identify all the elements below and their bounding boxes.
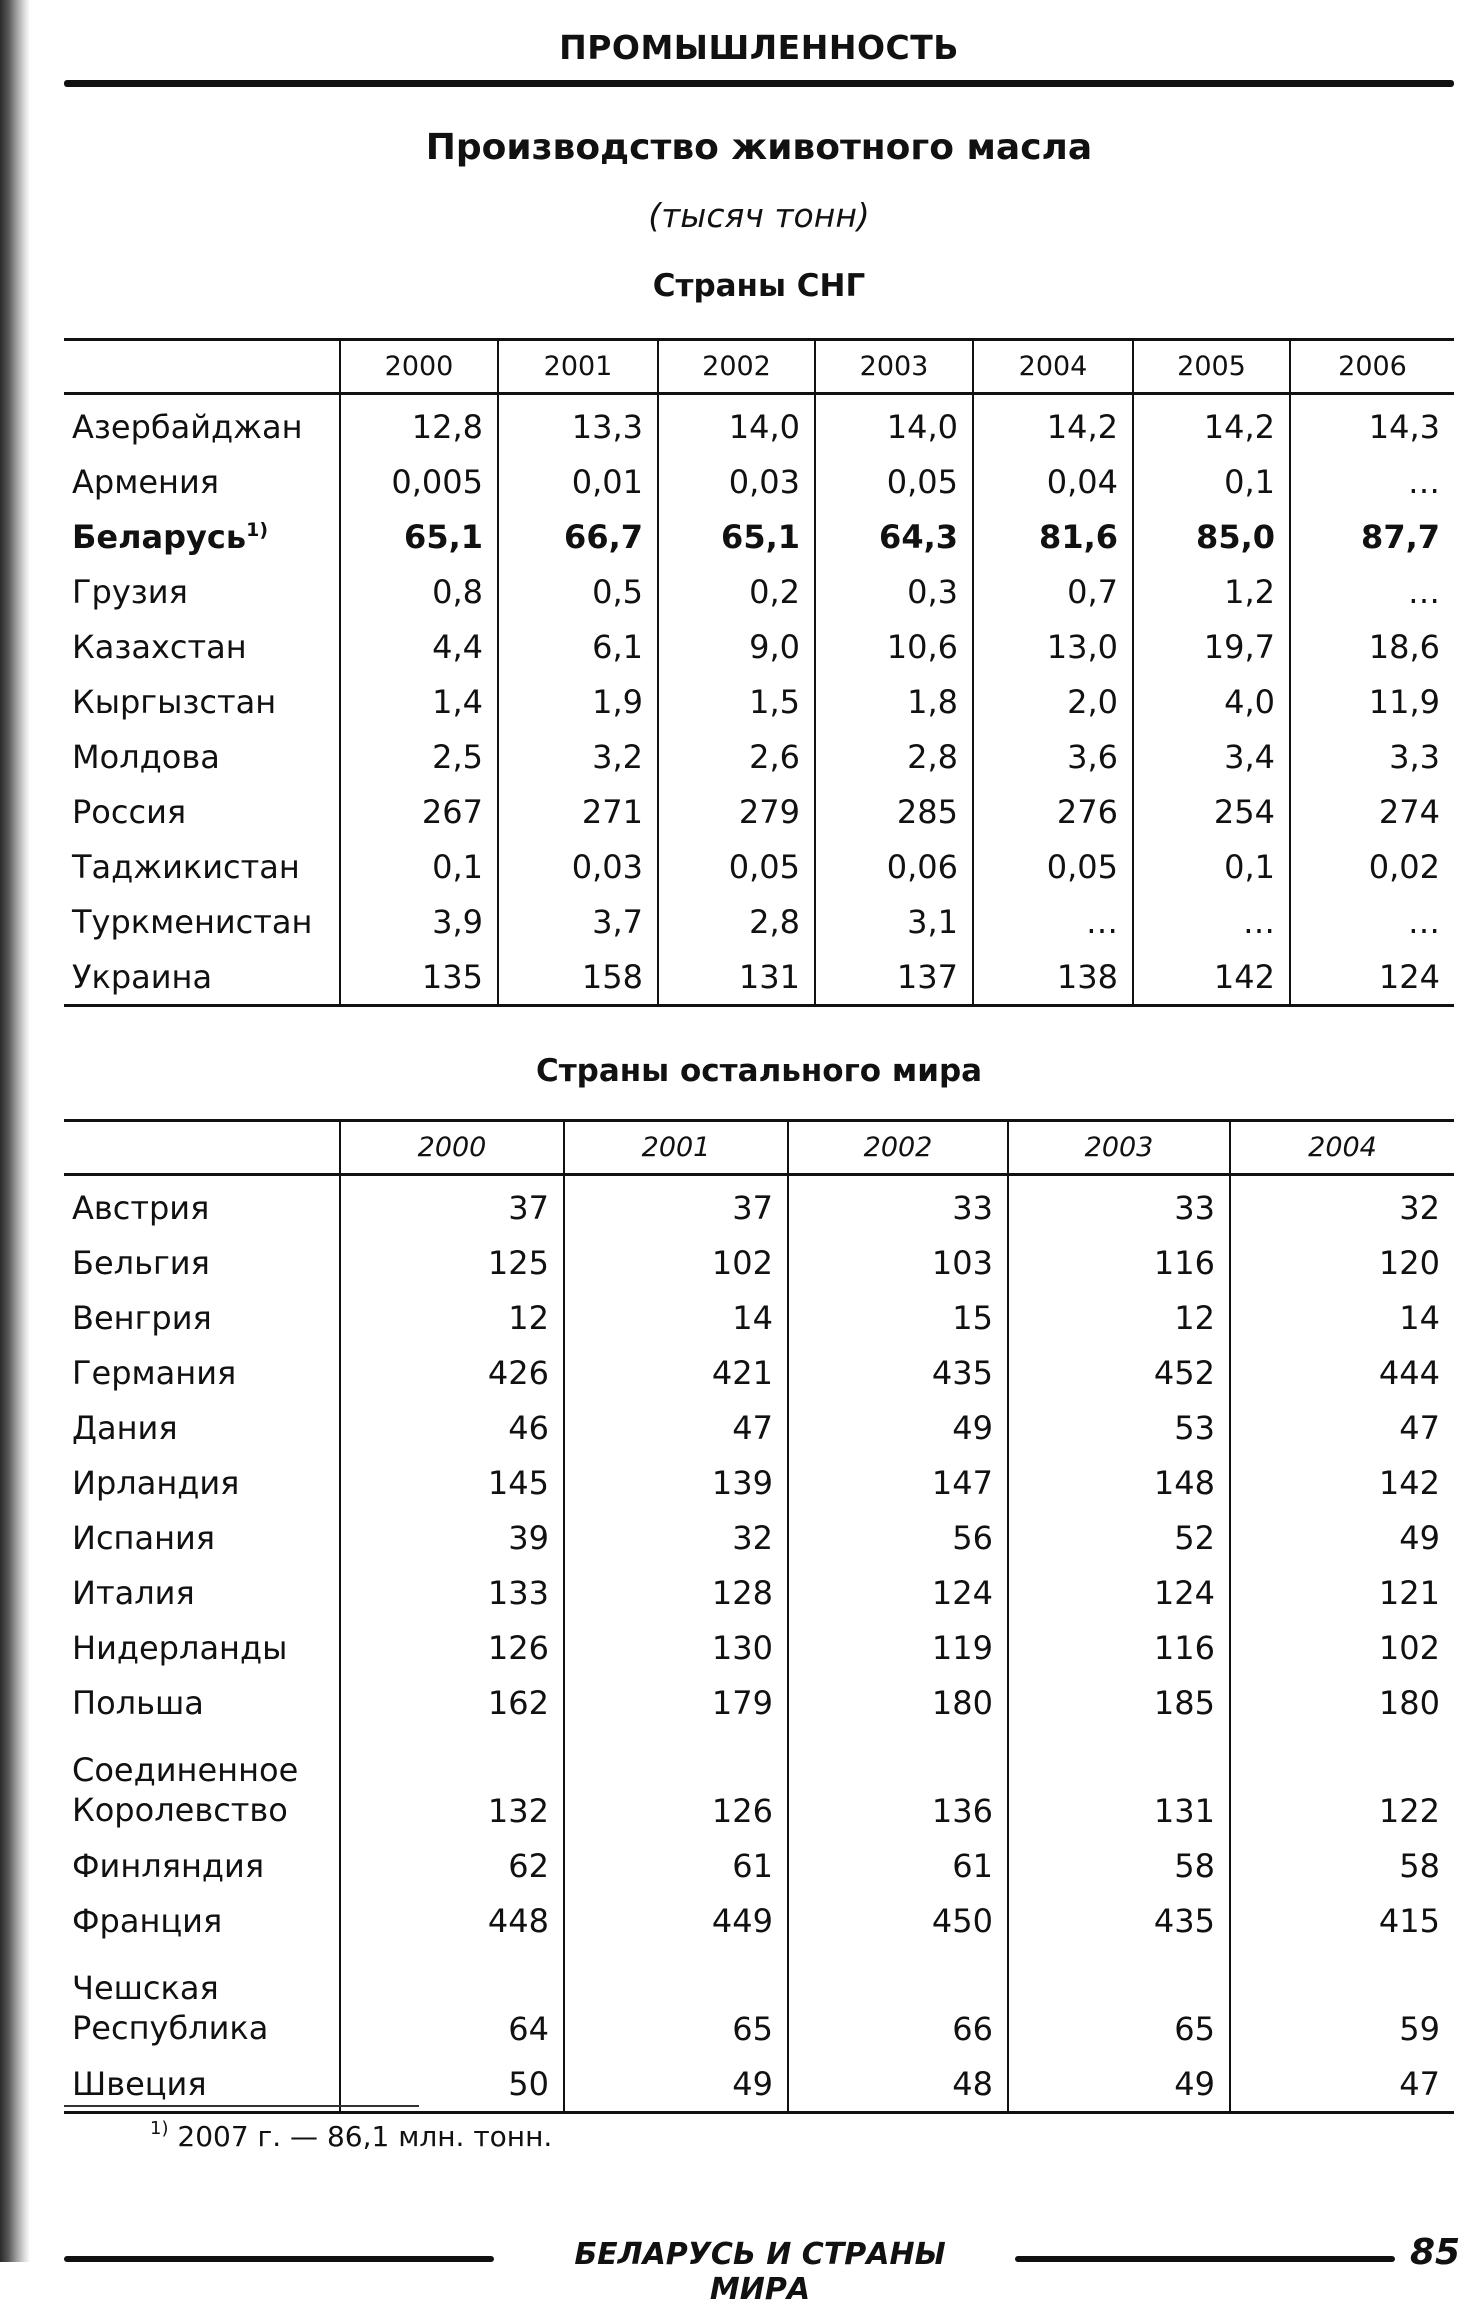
header-rule xyxy=(64,80,1454,87)
value-cell: 3,2 xyxy=(498,729,658,784)
value-cell: 12 xyxy=(340,1290,564,1345)
table-row xyxy=(64,729,1454,784)
value-cell: 133 xyxy=(340,1565,564,1620)
corner-cell xyxy=(64,340,340,394)
table-row xyxy=(64,949,1454,1006)
year-header: 2003 xyxy=(815,340,973,394)
value-cell: 0,03 xyxy=(498,839,658,894)
value-cell: 14 xyxy=(564,1290,788,1345)
value-cell: 10,6 xyxy=(815,619,973,674)
country-name-line: Соединенное xyxy=(72,1751,299,1789)
value-cell: 1,9 xyxy=(498,674,658,729)
book-spine-shadow xyxy=(0,0,30,2262)
value-cell: 59 xyxy=(1230,1948,1454,2056)
value-cell: 0,02 xyxy=(1290,839,1454,894)
value-cell: 62 xyxy=(340,1838,564,1893)
value-cell: 14,0 xyxy=(658,394,815,455)
value-cell: 142 xyxy=(1230,1455,1454,1510)
country-name xyxy=(64,1730,340,1838)
value-cell: 120 xyxy=(1230,1235,1454,1290)
country-name-text: Армения xyxy=(72,462,219,501)
table-row xyxy=(64,1175,1454,1236)
country-name xyxy=(64,1175,340,1236)
country-name-text: Россия xyxy=(72,792,187,831)
value-cell: 37 xyxy=(564,1175,788,1236)
value-cell: 64 xyxy=(340,1948,564,2056)
value-cell: 1,2 xyxy=(1133,564,1290,619)
value-cell: 122 xyxy=(1230,1730,1454,1838)
value-cell: 9,0 xyxy=(658,619,815,674)
country-name xyxy=(64,564,340,619)
table-row xyxy=(64,674,1454,729)
footnote-rule xyxy=(64,2105,419,2107)
table-row xyxy=(64,1730,1454,1838)
table-row xyxy=(64,1455,1454,1510)
value-cell: 53 xyxy=(1008,1400,1230,1455)
value-cell: 3,3 xyxy=(1290,729,1454,784)
value-cell: … xyxy=(973,894,1133,949)
value-cell: 180 xyxy=(788,1675,1008,1730)
value-cell: 18,6 xyxy=(1290,619,1454,674)
value-cell: 3,4 xyxy=(1133,729,1290,784)
value-cell: 3,6 xyxy=(973,729,1133,784)
value-cell: 0,1 xyxy=(340,839,498,894)
country-name-text: Ирландия xyxy=(72,1463,240,1502)
country-name-text: Таджикистан xyxy=(72,847,300,886)
value-cell: 0,03 xyxy=(658,454,815,509)
footnote-ref: 1) xyxy=(246,518,268,541)
value-cell: 81,6 xyxy=(973,509,1133,564)
value-cell: 124 xyxy=(1008,1565,1230,1620)
footnote-text: 2007 г. — 86,1 млн. тонн. xyxy=(177,2120,553,2153)
value-cell: 66 xyxy=(788,1948,1008,2056)
country-name-text: Испания xyxy=(72,1518,216,1557)
value-cell: 274 xyxy=(1290,784,1454,839)
world-table xyxy=(64,1119,1454,2114)
value-cell: 450 xyxy=(788,1893,1008,1948)
cis-table xyxy=(64,338,1454,1007)
table-row xyxy=(64,1510,1454,1565)
country-name-text: Туркменистан xyxy=(72,902,313,941)
value-cell: 85,0 xyxy=(1133,509,1290,564)
value-cell: 48 xyxy=(788,2056,1008,2113)
value-cell: 13,0 xyxy=(973,619,1133,674)
value-cell: 4,4 xyxy=(340,619,498,674)
value-cell: 52 xyxy=(1008,1510,1230,1565)
year-header: 2002 xyxy=(658,340,815,394)
value-cell: 116 xyxy=(1008,1620,1230,1675)
year-header: 2000 xyxy=(340,1121,564,1175)
value-cell: 49 xyxy=(1008,2056,1230,2113)
value-cell: 33 xyxy=(1008,1175,1230,1236)
value-cell: 131 xyxy=(658,949,815,1006)
value-cell: 130 xyxy=(564,1620,788,1675)
value-cell: 124 xyxy=(1290,949,1454,1006)
value-cell: 271 xyxy=(498,784,658,839)
country-name xyxy=(64,619,340,674)
table-row xyxy=(64,894,1454,949)
world-heading: Страны остального мира xyxy=(535,1053,983,1089)
value-cell: 426 xyxy=(340,1345,564,1400)
value-cell: 65,1 xyxy=(658,509,815,564)
value-cell: 19,7 xyxy=(1133,619,1290,674)
year-header: 2004 xyxy=(973,340,1133,394)
value-cell: 49 xyxy=(564,2056,788,2113)
value-cell: 254 xyxy=(1133,784,1290,839)
value-cell: 103 xyxy=(788,1235,1008,1290)
value-cell: 32 xyxy=(564,1510,788,1565)
value-cell: 435 xyxy=(788,1345,1008,1400)
value-cell: 47 xyxy=(564,1400,788,1455)
value-cell: 102 xyxy=(564,1235,788,1290)
value-cell: 64,3 xyxy=(815,509,973,564)
value-cell: 142 xyxy=(1133,949,1290,1006)
running-header: ПРОМЫШЛЕННОСТЬ xyxy=(559,28,959,67)
value-cell: 116 xyxy=(1008,1235,1230,1290)
country-name-text: Польша xyxy=(72,1683,204,1722)
value-cell: 135 xyxy=(340,949,498,1006)
country-name-text: Молдова xyxy=(72,737,220,776)
value-cell: 1,5 xyxy=(658,674,815,729)
country-name xyxy=(64,894,340,949)
value-cell: 1,8 xyxy=(815,674,973,729)
country-name xyxy=(64,949,340,1006)
value-cell: 14,2 xyxy=(1133,394,1290,455)
year-header: 2001 xyxy=(498,340,658,394)
country-name-text: Италия xyxy=(72,1573,195,1612)
page-number: 85 xyxy=(1410,2232,1461,2273)
value-cell: 61 xyxy=(788,1838,1008,1893)
country-name-text: Казахстан xyxy=(72,627,247,666)
country-name xyxy=(64,1565,340,1620)
value-cell: 33 xyxy=(788,1175,1008,1236)
world-header-row xyxy=(64,1121,1454,1175)
value-cell: 435 xyxy=(1008,1893,1230,1948)
value-cell: 0,01 xyxy=(498,454,658,509)
page-title: Производство животного масла xyxy=(425,127,1093,168)
table-row xyxy=(64,1675,1454,1730)
value-cell: 131 xyxy=(1008,1730,1230,1838)
value-cell: 3,9 xyxy=(340,894,498,949)
value-cell: 32 xyxy=(1230,1175,1454,1236)
value-cell: 12,8 xyxy=(340,394,498,455)
table-row xyxy=(64,564,1454,619)
value-cell: 132 xyxy=(340,1730,564,1838)
value-cell: 125 xyxy=(340,1235,564,1290)
value-cell: 421 xyxy=(564,1345,788,1400)
table-row xyxy=(64,784,1454,839)
country-name-text: Франция xyxy=(72,1901,223,1940)
value-cell: 137 xyxy=(815,949,973,1006)
value-cell: 2,5 xyxy=(340,729,498,784)
year-header: 2001 xyxy=(564,1121,788,1175)
country-name xyxy=(64,1948,340,2056)
cis-heading: Страны СНГ xyxy=(652,268,866,304)
value-cell: 49 xyxy=(1230,1510,1454,1565)
value-cell: 14,0 xyxy=(815,394,973,455)
country-name-line: Чешская xyxy=(72,1969,219,2007)
value-cell: 162 xyxy=(340,1675,564,1730)
corner-cell xyxy=(64,1121,340,1175)
value-cell: 2,6 xyxy=(658,729,815,784)
value-cell: 102 xyxy=(1230,1620,1454,1675)
value-cell: 119 xyxy=(788,1620,1008,1675)
value-cell: 179 xyxy=(564,1675,788,1730)
value-cell: 448 xyxy=(340,1893,564,1948)
country-name xyxy=(64,509,340,564)
value-cell: 0,005 xyxy=(340,454,498,509)
country-name xyxy=(64,1838,340,1893)
value-cell: 4,0 xyxy=(1133,674,1290,729)
table-row xyxy=(64,394,1454,455)
country-name xyxy=(64,1620,340,1675)
value-cell: 2,0 xyxy=(973,674,1133,729)
value-cell: 0,1 xyxy=(1133,454,1290,509)
value-cell: 46 xyxy=(340,1400,564,1455)
value-cell: 14,2 xyxy=(973,394,1133,455)
value-cell: 121 xyxy=(1230,1565,1454,1620)
unit-subtitle: (тысяч тонн) xyxy=(648,196,870,235)
country-name xyxy=(64,784,340,839)
table-row xyxy=(64,1235,1454,1290)
value-cell: 449 xyxy=(564,1893,788,1948)
country-name-text: Украина xyxy=(72,957,213,996)
country-name-text: Дания xyxy=(72,1408,178,1447)
value-cell: 61 xyxy=(564,1838,788,1893)
value-cell: 47 xyxy=(1230,1400,1454,1455)
year-header: 2006 xyxy=(1290,340,1454,394)
table-row xyxy=(64,1565,1454,1620)
value-cell: 65 xyxy=(564,1948,788,2056)
value-cell: 158 xyxy=(498,949,658,1006)
value-cell: 0,05 xyxy=(973,839,1133,894)
footer-rule-left xyxy=(64,2256,494,2262)
table-row xyxy=(64,1620,1454,1675)
value-cell: 3,7 xyxy=(498,894,658,949)
country-name xyxy=(64,1400,340,1455)
value-cell: 49 xyxy=(788,1400,1008,1455)
value-cell: 56 xyxy=(788,1510,1008,1565)
value-cell: 39 xyxy=(340,1510,564,1565)
value-cell: 66,7 xyxy=(498,509,658,564)
value-cell: 65,1 xyxy=(340,509,498,564)
table-row xyxy=(64,619,1454,674)
country-name xyxy=(64,394,340,455)
country-name-text: Венгрия xyxy=(72,1298,212,1337)
value-cell: 0,05 xyxy=(815,454,973,509)
country-name xyxy=(64,1235,340,1290)
cis-header-row xyxy=(64,340,1454,394)
value-cell: 285 xyxy=(815,784,973,839)
value-cell: 0,2 xyxy=(658,564,815,619)
year-header: 2003 xyxy=(1008,1121,1230,1175)
value-cell: 139 xyxy=(564,1455,788,1510)
value-cell: 87,7 xyxy=(1290,509,1454,564)
country-name xyxy=(64,1675,340,1730)
country-name xyxy=(64,729,340,784)
value-cell: 3,1 xyxy=(815,894,973,949)
country-name xyxy=(64,1893,340,1948)
value-cell: 444 xyxy=(1230,1345,1454,1400)
table-row xyxy=(64,509,1454,564)
value-cell: 279 xyxy=(658,784,815,839)
country-name xyxy=(64,839,340,894)
value-cell: 185 xyxy=(1008,1675,1230,1730)
value-cell: 37 xyxy=(340,1175,564,1236)
value-cell: 0,05 xyxy=(658,839,815,894)
country-name xyxy=(64,1510,340,1565)
table-row xyxy=(64,1345,1454,1400)
country-name-text: Беларусь xyxy=(72,517,247,556)
table-row xyxy=(64,454,1454,509)
value-cell: … xyxy=(1290,454,1454,509)
value-cell: 0,3 xyxy=(815,564,973,619)
footer-book-title: БЕЛАРУСЬ И СТРАНЫ МИРА xyxy=(574,2237,946,2307)
country-name xyxy=(64,674,340,729)
footnote xyxy=(150,2120,552,2153)
value-cell: 276 xyxy=(973,784,1133,839)
country-name-line: Королевство xyxy=(72,1791,288,1829)
value-cell: 138 xyxy=(973,949,1133,1006)
value-cell: 47 xyxy=(1230,2056,1454,2113)
value-cell: 6,1 xyxy=(498,619,658,674)
value-cell: 0,04 xyxy=(973,454,1133,509)
value-cell: 180 xyxy=(1230,1675,1454,1730)
country-name-text: Нидерланды xyxy=(72,1628,288,1667)
value-cell: 126 xyxy=(564,1730,788,1838)
value-cell: 147 xyxy=(788,1455,1008,1510)
value-cell: 12 xyxy=(1008,1290,1230,1345)
value-cell: 124 xyxy=(788,1565,1008,1620)
value-cell: 0,1 xyxy=(1133,839,1290,894)
value-cell: 2,8 xyxy=(815,729,973,784)
value-cell: 148 xyxy=(1008,1455,1230,1510)
value-cell: 0,5 xyxy=(498,564,658,619)
country-name-text: Бельгия xyxy=(72,1243,210,1282)
country-name xyxy=(64,1290,340,1345)
value-cell: … xyxy=(1290,564,1454,619)
footer-rule-right xyxy=(1015,2256,1395,2262)
country-name-text: Австрия xyxy=(72,1188,210,1227)
country-name-text: Азербайджан xyxy=(72,407,303,446)
country-name xyxy=(64,1455,340,1510)
value-cell: 415 xyxy=(1230,1893,1454,1948)
value-cell: 14 xyxy=(1230,1290,1454,1345)
year-header: 2005 xyxy=(1133,340,1290,394)
value-cell: 145 xyxy=(340,1455,564,1510)
value-cell: 267 xyxy=(340,784,498,839)
table-row xyxy=(64,1948,1454,2056)
value-cell: 1,4 xyxy=(340,674,498,729)
country-name xyxy=(64,1345,340,1400)
value-cell: 14,3 xyxy=(1290,394,1454,455)
value-cell: 452 xyxy=(1008,1345,1230,1400)
year-header: 2002 xyxy=(788,1121,1008,1175)
value-cell: 126 xyxy=(340,1620,564,1675)
value-cell: 15 xyxy=(788,1290,1008,1345)
value-cell: … xyxy=(1133,894,1290,949)
value-cell: 58 xyxy=(1230,1838,1454,1893)
value-cell: 0,8 xyxy=(340,564,498,619)
table-row xyxy=(64,1838,1454,1893)
value-cell: 13,3 xyxy=(498,394,658,455)
table-row xyxy=(64,1893,1454,1948)
country-name-line: Республика xyxy=(72,2009,269,2047)
value-cell: 65 xyxy=(1008,1948,1230,2056)
year-header: 2004 xyxy=(1230,1121,1454,1175)
footnote-mark: 1) xyxy=(150,2118,169,2139)
country-name-text: Швеция xyxy=(72,2064,207,2103)
table-row xyxy=(64,839,1454,894)
country-name xyxy=(64,454,340,509)
value-cell: 58 xyxy=(1008,1838,1230,1893)
country-name-text: Грузия xyxy=(72,572,188,611)
value-cell: … xyxy=(1290,894,1454,949)
value-cell: 0,06 xyxy=(815,839,973,894)
value-cell: 2,8 xyxy=(658,894,815,949)
country-name-text: Германия xyxy=(72,1353,237,1392)
value-cell: 11,9 xyxy=(1290,674,1454,729)
year-header: 2000 xyxy=(340,340,498,394)
value-cell: 136 xyxy=(788,1730,1008,1838)
country-name-text: Финляндия xyxy=(72,1846,265,1885)
value-cell: 50 xyxy=(340,2056,564,2113)
table-row xyxy=(64,1400,1454,1455)
table-row xyxy=(64,1290,1454,1345)
country-name-text: Кыргызстан xyxy=(72,682,277,721)
value-cell: 128 xyxy=(564,1565,788,1620)
value-cell: 0,7 xyxy=(973,564,1133,619)
